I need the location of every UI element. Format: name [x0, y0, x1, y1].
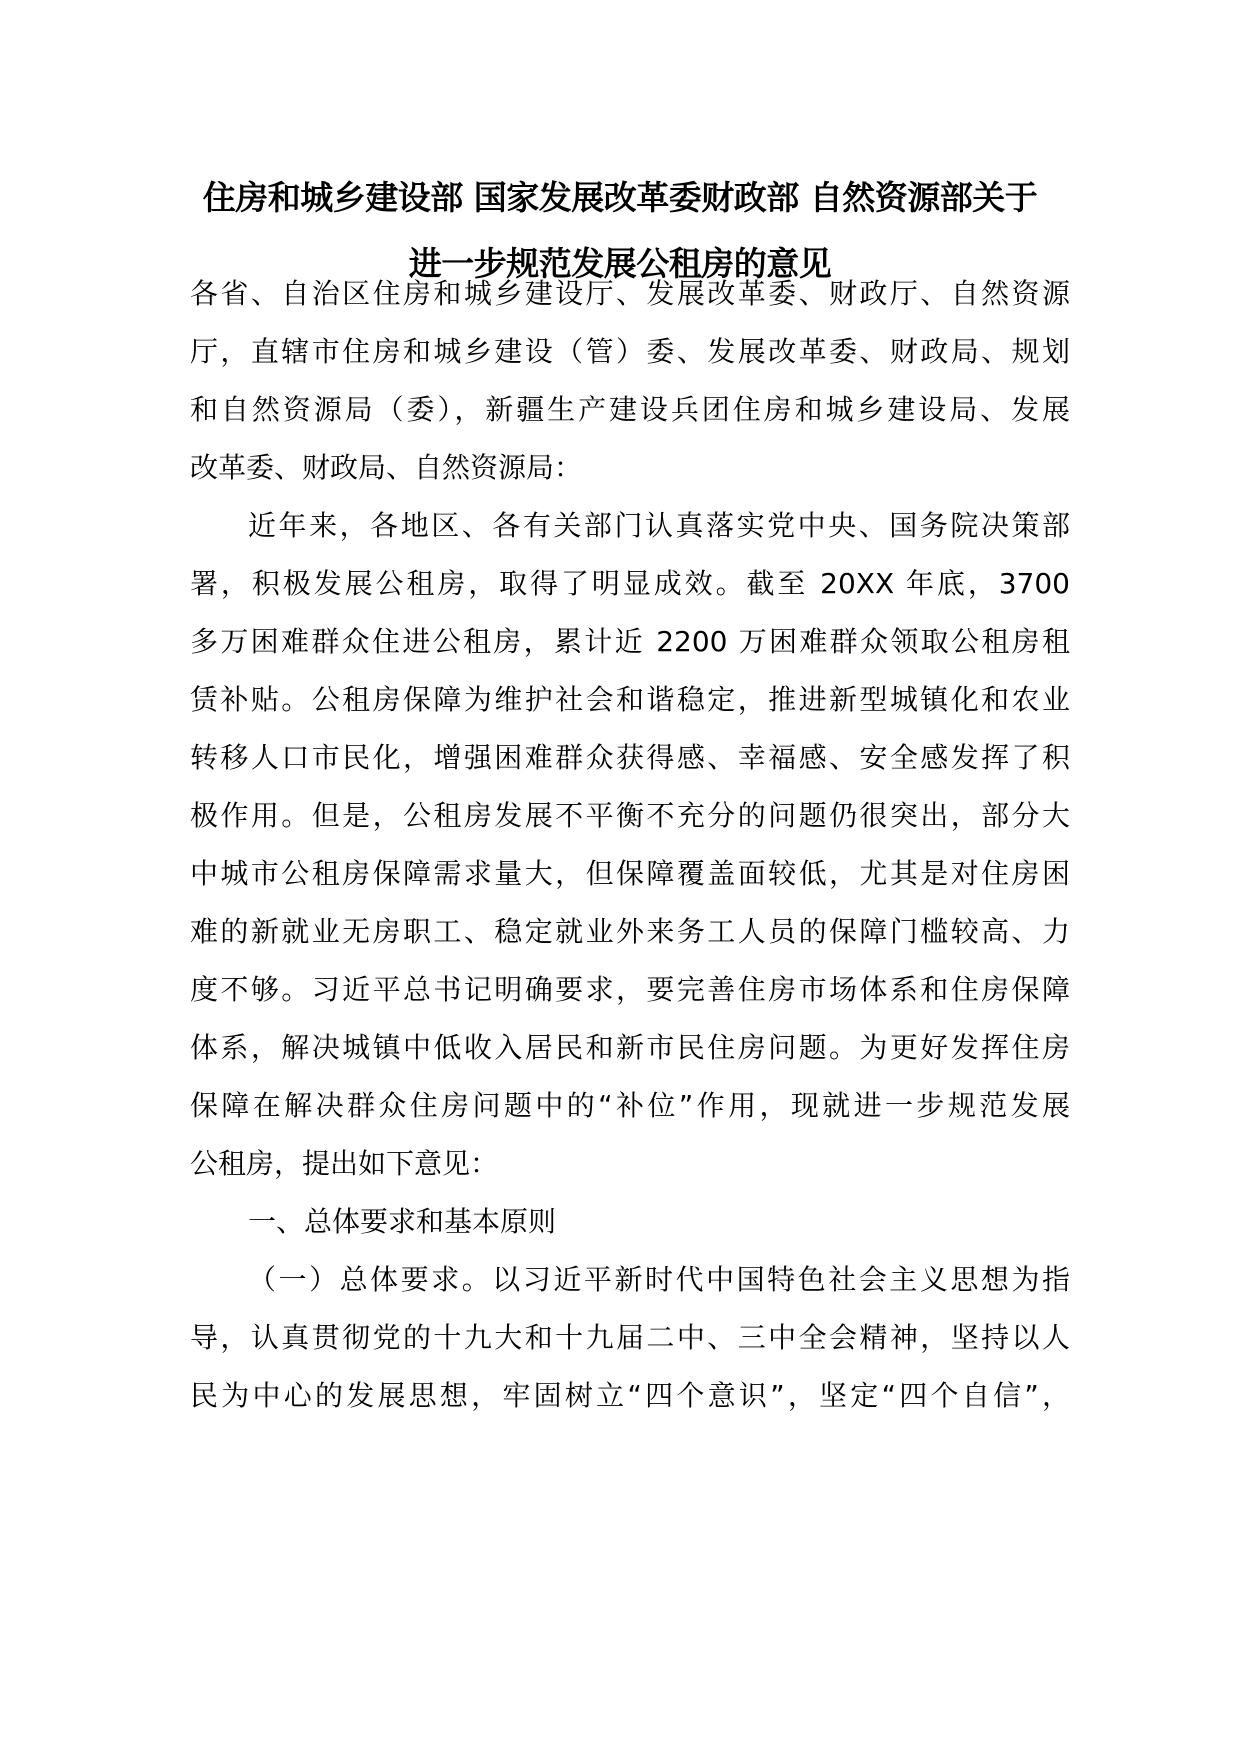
body-line-14: 体系，解决城镇中低收入居民和新市民住房问题。为更好发挥住房 [190, 1031, 1070, 1064]
body-line-7: 多万困难群众住进公租房，累计近 2200 万困难群众领取公租房租 [190, 625, 1070, 658]
body-line-1: 各省、自治区住房和城乡建设厅、发展改革委、财政厅、自然资源 [190, 277, 1070, 310]
body-line-19: 导，认真贯彻党的十九大和十九届二中、三中全会精神，坚持以人 [190, 1321, 1070, 1354]
body-line-11: 中城市公租房保障需求量大，但保障覆盖面较低，尤其是对住房困 [190, 857, 1070, 890]
body-line-3: 和自然资源局（委），新疆生产建设兵团住房和城乡建设局、发展 [190, 393, 1070, 426]
body-line-20: 民为中心的发展思想，牢固树立“四个意识”，坚定“四个自信”， [190, 1379, 1070, 1412]
body-line-6: 署，积极发展公租房，取得了明显成效。截至 20XX 年底，3700 [190, 567, 1070, 600]
body-line-16: 公租房，提出如下意见： [190, 1147, 499, 1180]
section-heading-1: 一、总体要求和基本原则 [248, 1205, 557, 1238]
body-line-18: （一）总体要求。以习近平新时代中国特色社会主义思想为指 [248, 1263, 1070, 1296]
body-line-9: 转移人口市民化，增强困难群众获得感、幸福感、安全感发挥了积 [190, 741, 1070, 774]
body-line-10: 极作用。但是，公租房发展不平衡不充分的问题仍很突出，部分大 [190, 799, 1070, 832]
body-line-15: 保障在解决群众住房问题中的“补位”作用，现就进一步规范发展 [190, 1089, 1070, 1122]
body-line-4: 改革委、财政局、自然资源局： [190, 451, 583, 484]
body-line-2: 厅，直辖市住房和城乡建设（管）委、发展改革委、财政局、规划 [190, 335, 1070, 368]
body-line-12: 难的新就业无房职工、稳定就业外来务工人员的保障门槛较高、力 [190, 915, 1070, 948]
document-title-line-1: 住房和城乡建设部 国家发展改革委财政部 自然资源部关于 [202, 178, 1038, 217]
body-line-8: 赁补贴。公租房保障为维护社会和谐稳定，推进新型城镇化和农业 [190, 683, 1070, 716]
document-title-line-2: 进一步规范发展公租房的意见 [408, 244, 832, 283]
body-line-13: 度不够。习近平总书记明确要求，要完善住房市场体系和住房保障 [190, 973, 1070, 1006]
body-line-5: 近年来，各地区、各有关部门认真落实党中央、国务院决策部 [248, 509, 1070, 542]
